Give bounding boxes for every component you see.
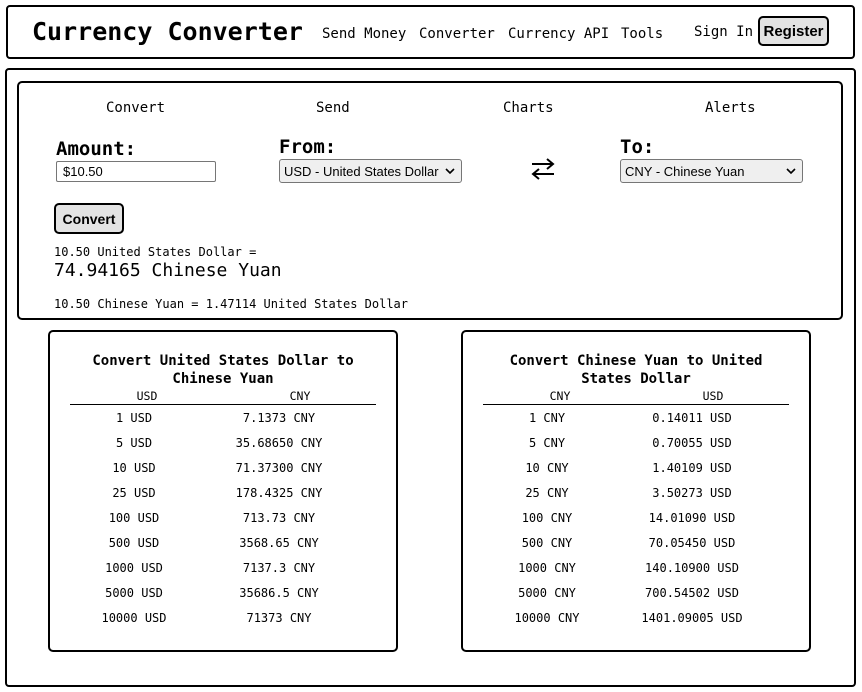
- from-currency-select[interactable]: [279, 159, 462, 183]
- result-from-text: 10.50 United States Dollar =: [54, 245, 257, 259]
- row-amount-to: 14.01090 USD: [648, 511, 736, 525]
- row-amount-to: 1.40109 USD: [652, 461, 732, 475]
- row-amount-to: 0.70055 USD: [652, 436, 732, 450]
- row-amount-to: 178.4325 CNY: [235, 486, 323, 500]
- column-header-from: USD: [136, 389, 158, 403]
- to-currency-value: CNY - Chinese Yuan: [625, 163, 745, 179]
- row-amount-to: 71373 CNY: [246, 611, 312, 625]
- row-amount-from: 5000 USD: [105, 586, 163, 600]
- tab-convert[interactable]: Convert: [106, 100, 166, 116]
- nav-tools[interactable]: Tools: [621, 26, 664, 42]
- conversion-table-cny-usd: [461, 330, 811, 652]
- row-amount-from: 500 CNY: [521, 536, 573, 550]
- table-row: [463, 411, 809, 436]
- from-label: From:: [279, 136, 337, 158]
- conversion-table-usd-cny: [48, 330, 398, 652]
- nav-converter[interactable]: Converter: [419, 26, 495, 42]
- table-title: Convert United States Dollar to Chinese Yuan: [92, 353, 354, 387]
- row-amount-from: 1000 CNY: [518, 561, 576, 575]
- row-amount-from: 25 CNY: [525, 486, 569, 500]
- row-amount-from: 10 CNY: [525, 461, 569, 475]
- row-amount-from: 1 USD: [115, 411, 153, 425]
- amount-label: Amount:: [56, 138, 137, 160]
- converter-panel: [17, 81, 843, 320]
- row-amount-to: 713.73 CNY: [242, 511, 316, 525]
- row-amount-to: 71.37300 CNY: [235, 461, 323, 475]
- to-currency-select[interactable]: [620, 159, 803, 183]
- row-amount-from: 10000 CNY: [514, 611, 580, 625]
- table-row: [463, 461, 809, 486]
- table-row: [50, 536, 396, 561]
- table-row: [463, 536, 809, 561]
- table-row: [50, 586, 396, 611]
- row-amount-to: 0.14011 USD: [652, 411, 732, 425]
- sign-in-link[interactable]: Sign In: [694, 24, 754, 40]
- row-amount-to: 70.05450 USD: [648, 536, 736, 550]
- row-amount-from: 100 CNY: [521, 511, 573, 525]
- result-value: 74.94165 Chinese Yuan: [54, 260, 282, 281]
- reverse-rate-text: 10.50 Chinese Yuan = 1.47114 United States Dollar: [54, 297, 409, 311]
- table-row: [463, 586, 809, 611]
- row-amount-from: 10 USD: [112, 461, 156, 475]
- header-divider: [70, 404, 376, 405]
- register-button[interactable]: Register: [758, 16, 829, 46]
- row-amount-from: 1000 USD: [105, 561, 163, 575]
- tab-charts[interactable]: Charts: [503, 100, 554, 116]
- row-amount-to: 35686.5 CNY: [239, 586, 319, 600]
- table-row: [463, 511, 809, 536]
- row-amount-to: 7.1373 CNY: [242, 411, 316, 425]
- table-row: [463, 436, 809, 461]
- swap-currencies-icon[interactable]: [529, 155, 557, 183]
- table-row: [463, 486, 809, 511]
- column-header-to: CNY: [289, 389, 311, 403]
- row-amount-to: 3.50273 USD: [652, 486, 732, 500]
- table-row: [463, 611, 809, 636]
- header-divider: [483, 404, 789, 405]
- tab-send[interactable]: Send: [316, 100, 350, 116]
- table-row: [50, 461, 396, 486]
- table-row: [50, 411, 396, 436]
- row-amount-to: 140.10900 USD: [645, 561, 739, 575]
- table-row: [50, 486, 396, 511]
- row-amount-from: 5 CNY: [528, 436, 566, 450]
- row-amount-from: 1 CNY: [528, 411, 566, 425]
- column-header-to: USD: [702, 389, 724, 403]
- row-amount-to: 700.54502 USD: [645, 586, 739, 600]
- row-amount-to: 1401.09005 USD: [641, 611, 743, 625]
- amount-input[interactable]: [56, 161, 216, 182]
- from-currency-value: USD - United States Dollar: [284, 163, 439, 179]
- table-row: [50, 436, 396, 461]
- row-amount-from: 100 USD: [108, 511, 160, 525]
- row-amount-from: 5000 CNY: [518, 586, 576, 600]
- table-row: [50, 511, 396, 536]
- convert-button[interactable]: Convert: [54, 203, 124, 234]
- table-row: [50, 561, 396, 586]
- column-header-from: CNY: [549, 389, 571, 403]
- table-row: [463, 561, 809, 586]
- row-amount-from: 10000 USD: [101, 611, 167, 625]
- row-amount-from: 500 USD: [108, 536, 160, 550]
- tab-alerts[interactable]: Alerts: [705, 100, 756, 116]
- top-header: [6, 5, 855, 59]
- row-amount-to: 3568.65 CNY: [239, 536, 319, 550]
- row-amount-from: 25 USD: [112, 486, 156, 500]
- chevron-down-icon: [444, 164, 456, 178]
- nav-send-money[interactable]: Send Money: [322, 26, 407, 42]
- row-amount-to: 7137.3 CNY: [242, 561, 316, 575]
- row-amount-to: 35.68650 CNY: [235, 436, 323, 450]
- chevron-down-icon: [785, 164, 797, 178]
- to-label: To:: [620, 136, 655, 158]
- table-row: [50, 611, 396, 636]
- brand-title: Currency Converter: [32, 17, 303, 46]
- row-amount-from: 5 USD: [115, 436, 153, 450]
- table-title: Convert Chinese Yuan to United States Dollar: [509, 353, 763, 387]
- nav-currency-api[interactable]: Currency API: [508, 26, 610, 42]
